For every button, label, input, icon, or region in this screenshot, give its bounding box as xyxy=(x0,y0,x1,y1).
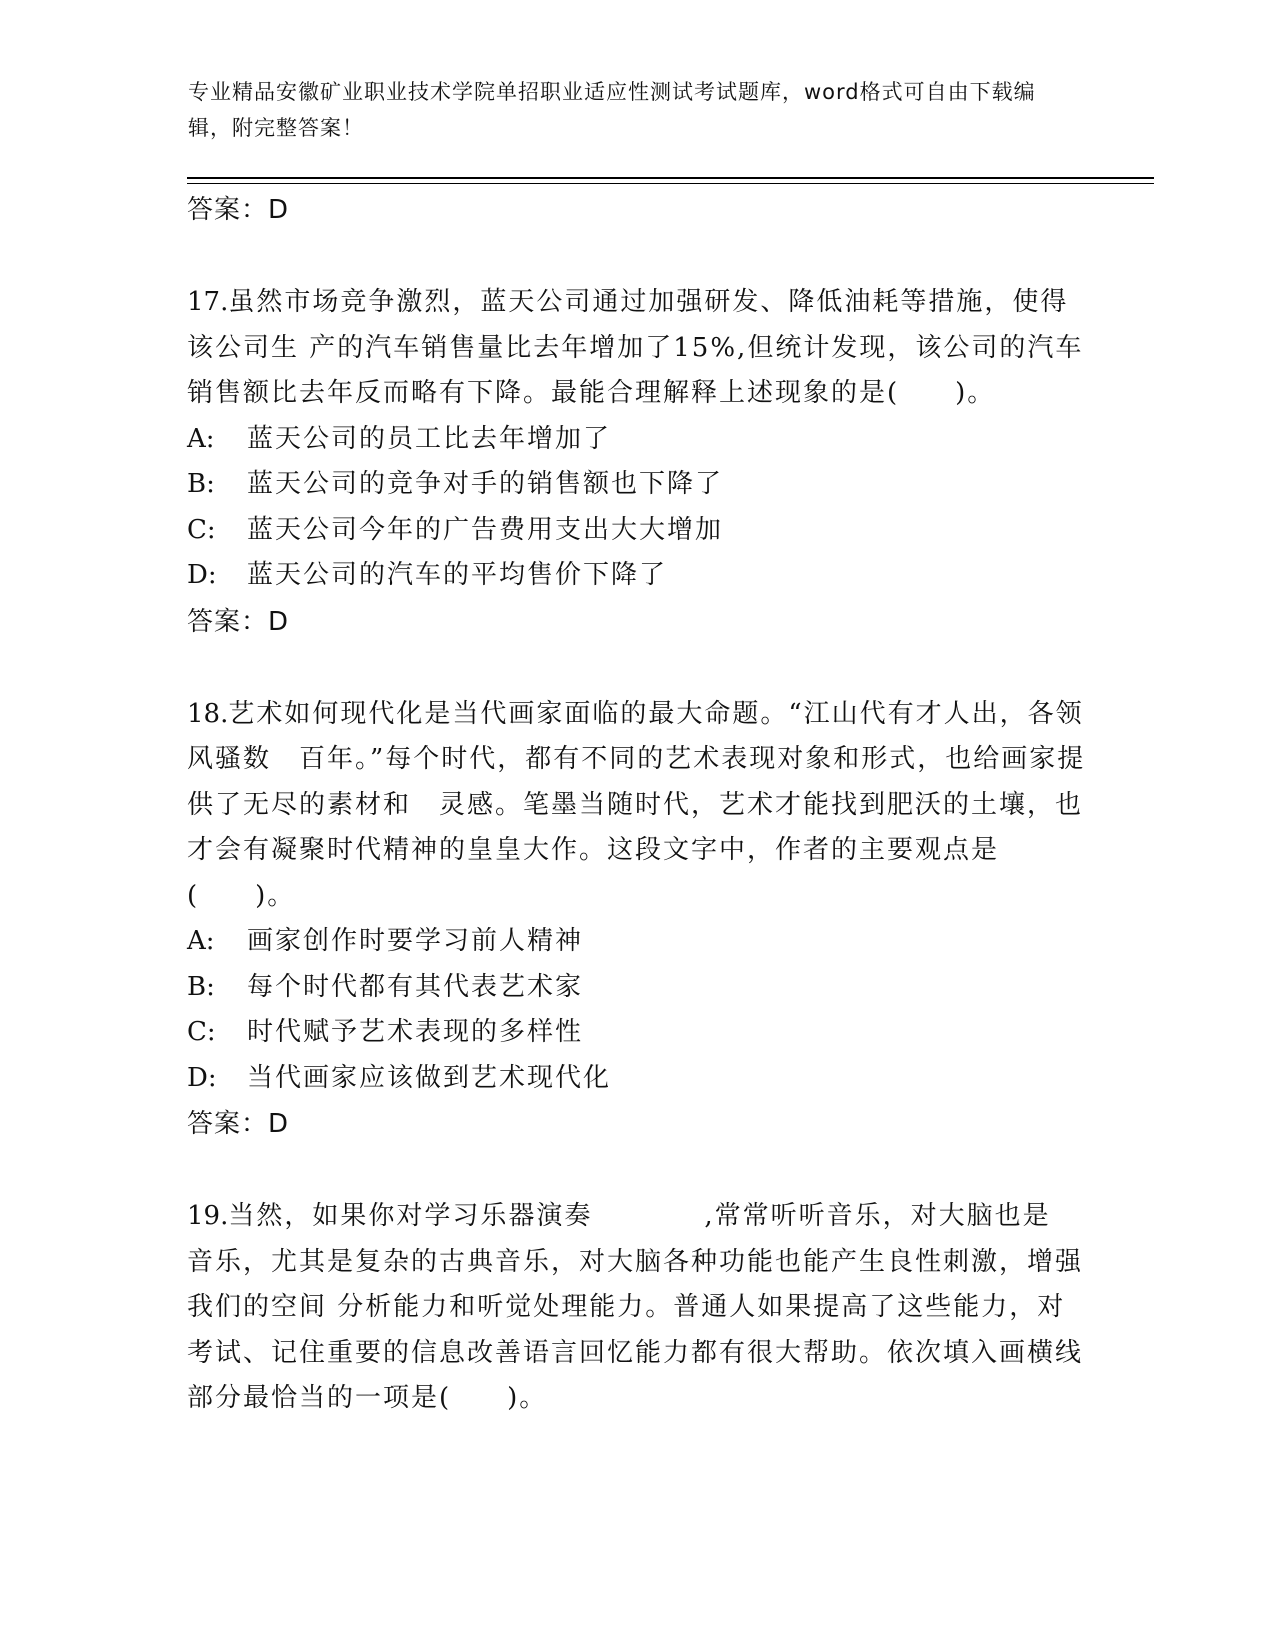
option-text: 蓝天公司的员工比去年增加了 xyxy=(247,423,612,454)
question-19 xyxy=(187,1194,1163,1422)
answer-18: 答案：D xyxy=(187,1109,290,1139)
option-text: 蓝天公司的竞争对手的销售额也下降了 xyxy=(247,469,724,499)
option-key: B: xyxy=(187,971,215,1002)
option-key: D: xyxy=(187,1062,217,1093)
option-c xyxy=(187,1010,1087,1056)
question-text: 艺术如何现代化是当代画家面临的最大命题。“江山代有才人出，各领风骚数 百年。”每个时代，都有不同的艺术表现对象和形式，也给画家提供了无尽的素材和 灵感。笔墨当随时代，艺术才能找到肥沃的土壤，也才会有凝聚时代精神的皇皇大作。这段文字中，作者的主要观点是( )。 xyxy=(187,698,1086,911)
page-header: 专业精品安徽矿业职业技术学院单招职业适应性测试考试题库，word格式可自由下载编辑，附完整答案！ xyxy=(188,80,1036,140)
option-b xyxy=(187,462,1087,508)
question-text: 当然，如果你对学习乐器演奏 ,常常听听音乐，对大脑也是 音乐，尤其是复杂的古典音乐，对大脑各种功能也能产生良性刺激，增强我们的空间 分析能力和听觉处理能力。普通人如果提高了这些能力，对考试、记住重要的信息改善语言回忆能力都有很大帮助。依次填入画横线部分最恰当的一项是( )。 xyxy=(187,1201,1163,1413)
header-divider-thin xyxy=(187,183,1154,184)
option-text: 每个时代都有其代表艺术家 xyxy=(247,971,584,1002)
question-text: 虽然市场竞争激烈，蓝天公司通过加强研发、降低油耗等措施，使得该公司生 产的汽车销售量比去年增加了15%,但统计发现，该公司的汽车销售额比去年反而略有下降。最能合理解释上述现象的是( )。 xyxy=(187,287,1084,408)
option-text: 时代赋予艺术表现的多样性 xyxy=(247,1017,584,1047)
option-key: A: xyxy=(187,423,215,454)
header-divider-thick xyxy=(187,177,1154,179)
question-number: 18. xyxy=(187,698,229,729)
option-key: B: xyxy=(187,469,215,499)
option-text: 当代画家应该做到艺术现代化 xyxy=(247,1062,612,1093)
question-number: 19. xyxy=(187,1201,229,1231)
question-number: 17. xyxy=(187,287,229,317)
option-d xyxy=(187,553,1087,599)
option-text: 蓝天公司的汽车的平均售价下降了 xyxy=(247,560,668,590)
option-key: C: xyxy=(187,1017,216,1047)
option-b xyxy=(187,965,1087,1011)
option-a xyxy=(187,919,1087,965)
option-key: D: xyxy=(187,560,217,590)
option-d xyxy=(187,1056,1087,1102)
option-key: A: xyxy=(187,926,215,956)
question-17 xyxy=(187,280,1087,417)
answer-16: 答案：D xyxy=(187,195,290,225)
option-key: C: xyxy=(187,514,216,545)
option-text: 画家创作时要学习前人精神 xyxy=(247,926,584,956)
answer-17: 答案：D xyxy=(187,606,290,637)
option-a xyxy=(187,417,1087,463)
option-text: 蓝天公司今年的广告费用支出大大增加 xyxy=(247,514,724,545)
question-list xyxy=(187,187,1163,1422)
question-18 xyxy=(187,692,1087,920)
option-c xyxy=(187,508,1087,554)
